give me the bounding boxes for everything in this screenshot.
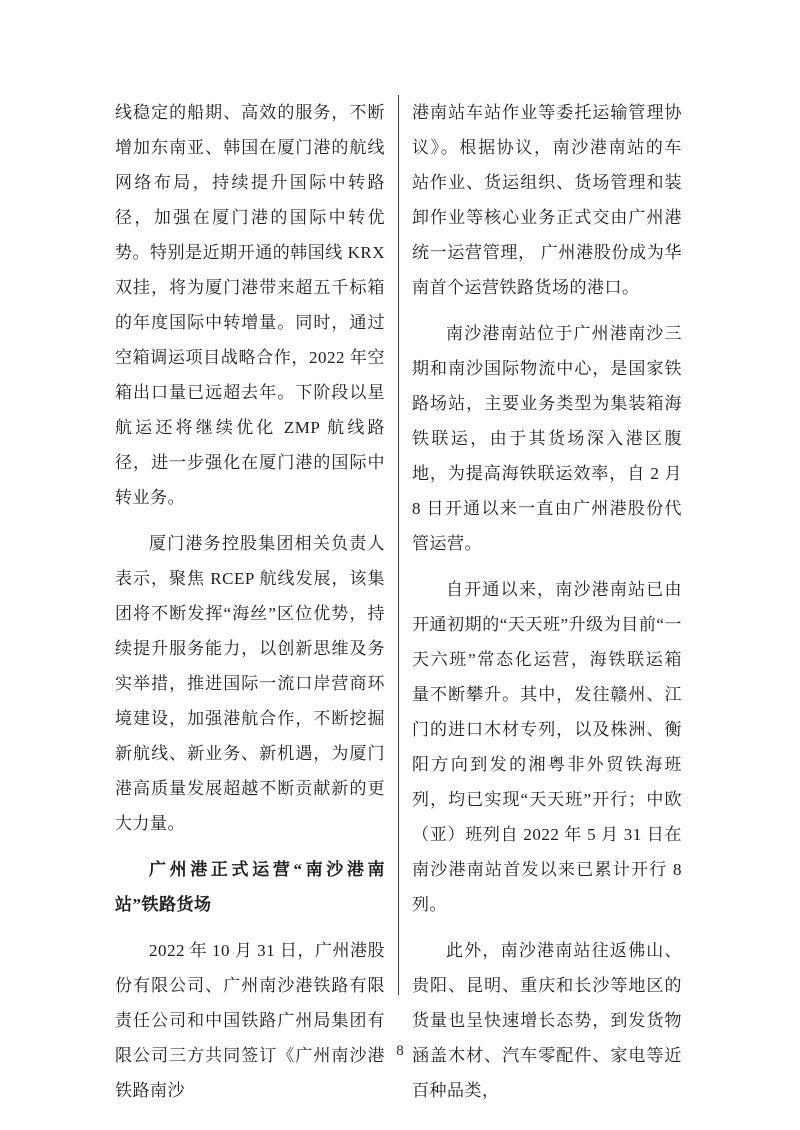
body-paragraph: 厦门港务控股集团相关负责人表示，聚焦 RCEP 航线发展，该集团将不断发挥“海丝”区位优势，持续提升服务能力，以创新思维及务实举措，推进国际一流口岸营商环境建设，加强港航合作，不断挖掘新航线、新业务、新机遇，为厦门港高质量发展超越不断贡献新的更大力量。 <box>115 534 385 833</box>
column-divider <box>398 95 399 995</box>
body-paragraph: 2022 年 10 月 31 日，广州港股份有限公司、广州南沙港铁路有限责任公司和中国铁路广州局集团有限公司三方共同签订《广州南沙港铁路南沙 <box>115 941 385 1100</box>
body-paragraph: 此外，南沙港南站往返佛山、贵阳、昆明、重庆和长沙等地区的货量也呈快速增长态势，到发货物涵盖木材、汽车零配件、家电等近百种品类， <box>412 941 682 1100</box>
section-heading: 广州港正式运营“南沙港南站”铁路货场 <box>115 860 385 914</box>
right-column <box>412 95 682 1119</box>
body-paragraph: 港南站车站作业等委托运输管理协议》。根据协议，南沙港南站的车站作业、货运组织、货场管理和装卸作业等核心业务正式交由广州港统一运营管理， 广州港股份成为华南首个运营铁路货场的港口。 <box>412 103 682 297</box>
body-paragraph: 线稳定的船期、高效的服务，不断增加东南亚、韩国在厦门港的航线网络布局，持续提升国际中转路径，加强在厦门港的国际中转优势。特别是近期开通的韩国线 KRX 双挂，将为厦门港带来超五千标箱的年度国际中转增量。同时，通过空箱调运项目战略合作，2022 年空箱出口量已远超去年。下阶段以星航运还将继续优化 ZMP 航线路径，进一步强化在厦门港的国际中转业务。 <box>115 103 385 507</box>
page-number: 8 <box>396 1043 404 1059</box>
two-column-layout <box>115 95 682 1119</box>
body-paragraph: 自开通以来，南沙港南站已由开通初期的“天天班”升级为目前“一天六班”常态化运营，海铁联运箱量不断攀升。其中，发往赣州、江门的进口木材专列，以及株洲、衡阳方向到发的湘粤非外贸铁海班列，均已实现“天天班”开行；中欧（亚）班列自 2022 年 5 月 31 日在南沙港南站首发以来已累计开行 8 列。 <box>412 580 682 914</box>
left-column <box>115 95 385 1119</box>
body-paragraph: 南沙港南站位于广州港南沙三期和南沙国际物流中心，是国家铁路场站，主要业务类型为集装箱海铁联运，由于其货场深入港区腹地，为提高海铁联运效率，自 2 月 8 日开通以来一直由广州港股份代管运营。 <box>412 324 682 553</box>
